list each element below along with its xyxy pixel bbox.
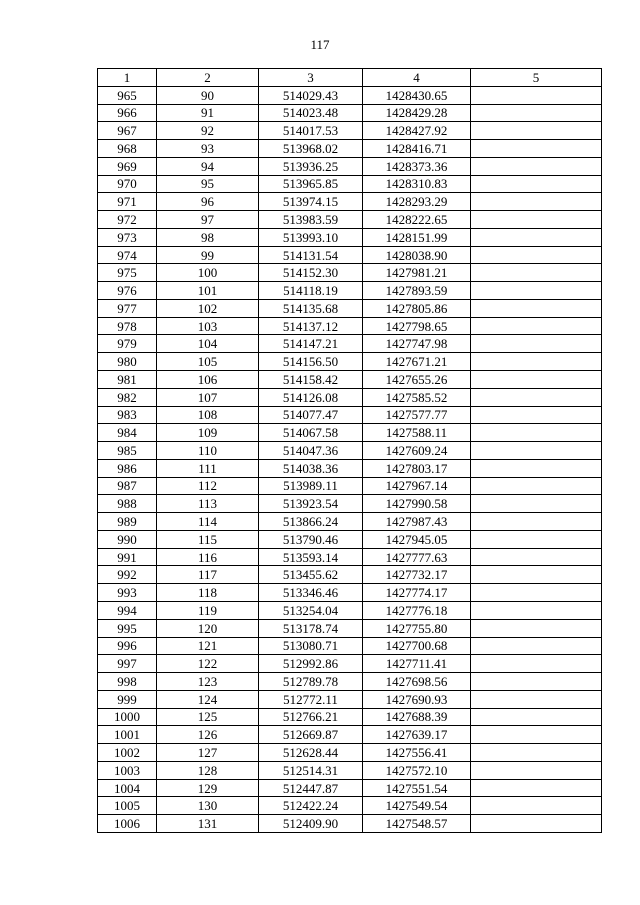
table-row (98, 122, 602, 140)
table-cell-col-5 (471, 228, 602, 246)
table-cell-col-5 (471, 282, 602, 300)
table-cell-col-4: 1427671.21 (363, 353, 471, 371)
table-cell-col-3: 513455.62 (259, 566, 363, 584)
table-cell-col-3: 512766.21 (259, 708, 363, 726)
table-cell-col-4: 1427549.54 (363, 797, 471, 815)
table-cell-col-2: 120 (157, 619, 259, 637)
table-cell-col-5 (471, 388, 602, 406)
column-header-3: 3 (259, 69, 363, 87)
table-row (98, 637, 602, 655)
table-cell-col-1: 973 (98, 228, 157, 246)
table-cell-col-2: 104 (157, 335, 259, 353)
table-cell-col-4: 1427551.54 (363, 779, 471, 797)
table-cell-col-5 (471, 140, 602, 158)
table-cell-col-2: 92 (157, 122, 259, 140)
table-cell-col-1: 990 (98, 530, 157, 548)
table-cell-col-3: 512789.78 (259, 673, 363, 691)
table-cell-col-4: 1428430.65 (363, 86, 471, 104)
table-cell-col-2: 90 (157, 86, 259, 104)
table-cell-col-5 (471, 459, 602, 477)
table-cell-col-2: 100 (157, 264, 259, 282)
table-row (98, 744, 602, 762)
table-cell-col-4: 1428293.29 (363, 193, 471, 211)
table-row (98, 353, 602, 371)
table-cell-col-4: 1427805.86 (363, 299, 471, 317)
table-cell-col-5 (471, 193, 602, 211)
table-cell-col-3: 514126.08 (259, 388, 363, 406)
table-cell-col-1: 992 (98, 566, 157, 584)
table-cell-col-1: 1001 (98, 726, 157, 744)
table-cell-col-4: 1427747.98 (363, 335, 471, 353)
table-cell-col-1: 981 (98, 371, 157, 389)
table-cell-col-3: 512514.31 (259, 761, 363, 779)
table-cell-col-5 (471, 211, 602, 229)
table-cell-col-2: 106 (157, 371, 259, 389)
table-cell-col-3: 513923.54 (259, 495, 363, 513)
table-cell-col-3: 514077.47 (259, 406, 363, 424)
table-cell-col-2: 128 (157, 761, 259, 779)
table-cell-col-3: 512669.87 (259, 726, 363, 744)
table-cell-col-4: 1427690.93 (363, 690, 471, 708)
table-row (98, 477, 602, 495)
table-row (98, 406, 602, 424)
table-row (98, 193, 602, 211)
table-cell-col-5 (471, 530, 602, 548)
column-header-1: 1 (98, 69, 157, 87)
table-row (98, 442, 602, 460)
table-cell-col-4: 1427981.21 (363, 264, 471, 282)
table-cell-col-5 (471, 317, 602, 335)
table-cell-col-2: 126 (157, 726, 259, 744)
table-cell-col-4: 1428416.71 (363, 140, 471, 158)
table-cell-col-3: 514158.42 (259, 371, 363, 389)
table-cell-col-3: 513254.04 (259, 601, 363, 619)
table-cell-col-1: 999 (98, 690, 157, 708)
table-cell-col-5 (471, 637, 602, 655)
coordinates-table (97, 68, 602, 833)
table-cell-col-1: 993 (98, 584, 157, 602)
table-cell-col-3: 514147.21 (259, 335, 363, 353)
table-cell-col-3: 514029.43 (259, 86, 363, 104)
table-cell-col-1: 979 (98, 335, 157, 353)
table-cell-col-2: 117 (157, 566, 259, 584)
table-cell-col-5 (471, 655, 602, 673)
table-cell-col-1: 995 (98, 619, 157, 637)
table-cell-col-1: 974 (98, 246, 157, 264)
table-cell-col-5 (471, 584, 602, 602)
table-cell-col-3: 513593.14 (259, 548, 363, 566)
table-cell-col-3: 514047.36 (259, 442, 363, 460)
table-row (98, 388, 602, 406)
table-cell-col-5 (471, 353, 602, 371)
table-cell-col-3: 514017.53 (259, 122, 363, 140)
table-cell-col-2: 116 (157, 548, 259, 566)
table-cell-col-2: 94 (157, 157, 259, 175)
table-row (98, 86, 602, 104)
table-cell-col-4: 1427609.24 (363, 442, 471, 460)
table-cell-col-1: 988 (98, 495, 157, 513)
table-cell-col-1: 1003 (98, 761, 157, 779)
table-cell-col-2: 124 (157, 690, 259, 708)
table-cell-col-4: 1428429.28 (363, 104, 471, 122)
table-cell-col-1: 980 (98, 353, 157, 371)
table-row (98, 335, 602, 353)
table-cell-col-4: 1427774.17 (363, 584, 471, 602)
table-cell-col-2: 130 (157, 797, 259, 815)
table-cell-col-1: 972 (98, 211, 157, 229)
table-cell-col-5 (471, 690, 602, 708)
table-cell-col-2: 97 (157, 211, 259, 229)
table-cell-col-1: 996 (98, 637, 157, 655)
table-cell-col-2: 109 (157, 424, 259, 442)
table-cell-col-2: 112 (157, 477, 259, 495)
table-body (98, 86, 602, 832)
table-cell-col-4: 1428427.92 (363, 122, 471, 140)
table-cell-col-1: 969 (98, 157, 157, 175)
table-row (98, 708, 602, 726)
table-row (98, 601, 602, 619)
table-cell-col-3: 513866.24 (259, 513, 363, 531)
table-cell-col-2: 115 (157, 530, 259, 548)
table-row (98, 299, 602, 317)
table-cell-col-4: 1427777.63 (363, 548, 471, 566)
table-cell-col-3: 514118.19 (259, 282, 363, 300)
table-cell-col-5 (471, 566, 602, 584)
table-cell-col-2: 99 (157, 246, 259, 264)
table-cell-col-5 (471, 299, 602, 317)
table-cell-col-5 (471, 744, 602, 762)
column-header-2: 2 (157, 69, 259, 87)
table-cell-col-3: 514131.54 (259, 246, 363, 264)
table-cell-col-5 (471, 548, 602, 566)
table-cell-col-1: 978 (98, 317, 157, 335)
table-cell-col-3: 514135.68 (259, 299, 363, 317)
table-cell-col-2: 129 (157, 779, 259, 797)
table-cell-col-1: 1002 (98, 744, 157, 762)
table-cell-col-4: 1428310.83 (363, 175, 471, 193)
table-cell-col-3: 513968.02 (259, 140, 363, 158)
table-row (98, 619, 602, 637)
table-row (98, 779, 602, 797)
table-row (98, 690, 602, 708)
table-cell-col-3: 513974.15 (259, 193, 363, 211)
table-cell-col-4: 1427798.65 (363, 317, 471, 335)
table-cell-col-2: 131 (157, 815, 259, 833)
table-cell-col-3: 512628.44 (259, 744, 363, 762)
table-cell-col-1: 968 (98, 140, 157, 158)
table-cell-col-4: 1427990.58 (363, 495, 471, 513)
table-cell-col-2: 122 (157, 655, 259, 673)
table-cell-col-5 (471, 779, 602, 797)
table-cell-col-2: 108 (157, 406, 259, 424)
table-row (98, 548, 602, 566)
table-cell-col-2: 127 (157, 744, 259, 762)
table-cell-col-4: 1428222.65 (363, 211, 471, 229)
table-cell-col-2: 113 (157, 495, 259, 513)
table-cell-col-5 (471, 708, 602, 726)
column-header-4: 4 (363, 69, 471, 87)
table-cell-col-4: 1428373.36 (363, 157, 471, 175)
table-cell-col-5 (471, 122, 602, 140)
table-cell-col-5 (471, 246, 602, 264)
table-cell-col-2: 96 (157, 193, 259, 211)
table-row (98, 726, 602, 744)
table-cell-col-4: 1427588.11 (363, 424, 471, 442)
table-row (98, 371, 602, 389)
table-cell-col-3: 513178.74 (259, 619, 363, 637)
table-cell-col-4: 1427803.17 (363, 459, 471, 477)
table-cell-col-1: 984 (98, 424, 157, 442)
table-row (98, 140, 602, 158)
table-cell-col-5 (471, 726, 602, 744)
table-cell-col-2: 125 (157, 708, 259, 726)
table-cell-col-2: 105 (157, 353, 259, 371)
table-cell-col-4: 1427700.68 (363, 637, 471, 655)
table-cell-col-3: 512772.11 (259, 690, 363, 708)
page-number: 117 (310, 37, 330, 52)
table-cell-col-1: 987 (98, 477, 157, 495)
table-cell-col-3: 514023.48 (259, 104, 363, 122)
table-cell-col-2: 95 (157, 175, 259, 193)
table-cell-col-2: 101 (157, 282, 259, 300)
table-cell-col-1: 983 (98, 406, 157, 424)
table-cell-col-2: 107 (157, 388, 259, 406)
table-cell-col-2: 103 (157, 317, 259, 335)
table-cell-col-3: 512422.24 (259, 797, 363, 815)
table-cell-col-3: 513936.25 (259, 157, 363, 175)
table-cell-col-5 (471, 619, 602, 637)
table-cell-col-5 (471, 495, 602, 513)
table-cell-col-1: 994 (98, 601, 157, 619)
table-cell-col-3: 513989.11 (259, 477, 363, 495)
table-cell-col-3: 514067.58 (259, 424, 363, 442)
table-row (98, 157, 602, 175)
table-cell-col-1: 997 (98, 655, 157, 673)
table-cell-col-5 (471, 513, 602, 531)
table-cell-col-5 (471, 371, 602, 389)
table-cell-col-3: 513080.71 (259, 637, 363, 655)
table-cell-col-4: 1427776.18 (363, 601, 471, 619)
table-cell-col-5 (471, 477, 602, 495)
table-cell-col-3: 513993.10 (259, 228, 363, 246)
table-cell-col-4: 1428151.99 (363, 228, 471, 246)
table-row (98, 424, 602, 442)
table-cell-col-4: 1427893.59 (363, 282, 471, 300)
table-cell-col-1: 986 (98, 459, 157, 477)
table-row (98, 495, 602, 513)
table-cell-col-3: 514156.50 (259, 353, 363, 371)
table-cell-col-1: 1005 (98, 797, 157, 815)
table-cell-col-1: 1000 (98, 708, 157, 726)
table-cell-col-4: 1427987.43 (363, 513, 471, 531)
table-row (98, 228, 602, 246)
table-cell-col-5 (471, 104, 602, 122)
table-row (98, 584, 602, 602)
table-cell-col-1: 965 (98, 86, 157, 104)
table-cell-col-4: 1427585.52 (363, 388, 471, 406)
table-cell-col-4: 1427688.39 (363, 708, 471, 726)
table-cell-col-2: 102 (157, 299, 259, 317)
table-row (98, 459, 602, 477)
table-cell-col-4: 1427556.41 (363, 744, 471, 762)
table-row (98, 175, 602, 193)
table-cell-col-2: 123 (157, 673, 259, 691)
table-cell-col-4: 1427655.26 (363, 371, 471, 389)
table-row (98, 211, 602, 229)
table-cell-col-1: 982 (98, 388, 157, 406)
table-cell-col-4: 1427755.80 (363, 619, 471, 637)
table-cell-col-4: 1428038.90 (363, 246, 471, 264)
table-row (98, 246, 602, 264)
table-cell-col-4: 1427711.41 (363, 655, 471, 673)
table-cell-col-4: 1427572.10 (363, 761, 471, 779)
table-cell-col-5 (471, 797, 602, 815)
table-cell-col-4: 1427945.05 (363, 530, 471, 548)
table-cell-col-3: 512992.86 (259, 655, 363, 673)
table-cell-col-1: 985 (98, 442, 157, 460)
table-cell-col-4: 1427639.17 (363, 726, 471, 744)
table-cell-col-3: 513790.46 (259, 530, 363, 548)
table-row (98, 264, 602, 282)
table-row (98, 673, 602, 691)
table-cell-col-5 (471, 424, 602, 442)
table-cell-col-5 (471, 335, 602, 353)
table-cell-col-5 (471, 673, 602, 691)
table-header-row (98, 69, 602, 87)
table-row (98, 317, 602, 335)
table-cell-col-4: 1427698.56 (363, 673, 471, 691)
table-cell-col-5 (471, 442, 602, 460)
table-cell-col-1: 989 (98, 513, 157, 531)
table-cell-col-4: 1427967.14 (363, 477, 471, 495)
table-cell-col-4: 1427732.17 (363, 566, 471, 584)
table-row (98, 530, 602, 548)
table-cell-col-3: 513983.59 (259, 211, 363, 229)
table-cell-col-2: 91 (157, 104, 259, 122)
table-cell-col-3: 513965.85 (259, 175, 363, 193)
table-row (98, 104, 602, 122)
table-cell-col-1: 1004 (98, 779, 157, 797)
table-row (98, 513, 602, 531)
table-cell-col-1: 971 (98, 193, 157, 211)
table-cell-col-5 (471, 157, 602, 175)
table-cell-col-2: 118 (157, 584, 259, 602)
table-cell-col-3: 514152.30 (259, 264, 363, 282)
table-cell-col-5 (471, 86, 602, 104)
table-row (98, 566, 602, 584)
table-cell-col-5 (471, 761, 602, 779)
table-cell-col-2: 110 (157, 442, 259, 460)
table-cell-col-1: 998 (98, 673, 157, 691)
table-cell-col-3: 512409.90 (259, 815, 363, 833)
table-cell-col-1: 966 (98, 104, 157, 122)
table-row (98, 761, 602, 779)
table-cell-col-4: 1427548.57 (363, 815, 471, 833)
table-cell-col-3: 513346.46 (259, 584, 363, 602)
table-cell-col-3: 514038.36 (259, 459, 363, 477)
table-cell-col-1: 976 (98, 282, 157, 300)
table-row (98, 655, 602, 673)
table-cell-col-1: 975 (98, 264, 157, 282)
table-cell-col-2: 119 (157, 601, 259, 619)
table-cell-col-3: 514137.12 (259, 317, 363, 335)
table-row (98, 815, 602, 833)
table-cell-col-4: 1427577.77 (363, 406, 471, 424)
column-header-5: 5 (471, 69, 602, 87)
table-cell-col-2: 98 (157, 228, 259, 246)
table-cell-col-5 (471, 175, 602, 193)
table-cell-col-5 (471, 264, 602, 282)
table-cell-col-1: 967 (98, 122, 157, 140)
table-cell-col-3: 512447.87 (259, 779, 363, 797)
table-cell-col-1: 977 (98, 299, 157, 317)
table-cell-col-5 (471, 406, 602, 424)
table-row (98, 282, 602, 300)
table-cell-col-2: 93 (157, 140, 259, 158)
table-cell-col-2: 114 (157, 513, 259, 531)
table-cell-col-1: 991 (98, 548, 157, 566)
table-cell-col-5 (471, 815, 602, 833)
table-row (98, 797, 602, 815)
table-cell-col-1: 970 (98, 175, 157, 193)
table-cell-col-2: 111 (157, 459, 259, 477)
table-cell-col-5 (471, 601, 602, 619)
table-cell-col-1: 1006 (98, 815, 157, 833)
table-cell-col-2: 121 (157, 637, 259, 655)
